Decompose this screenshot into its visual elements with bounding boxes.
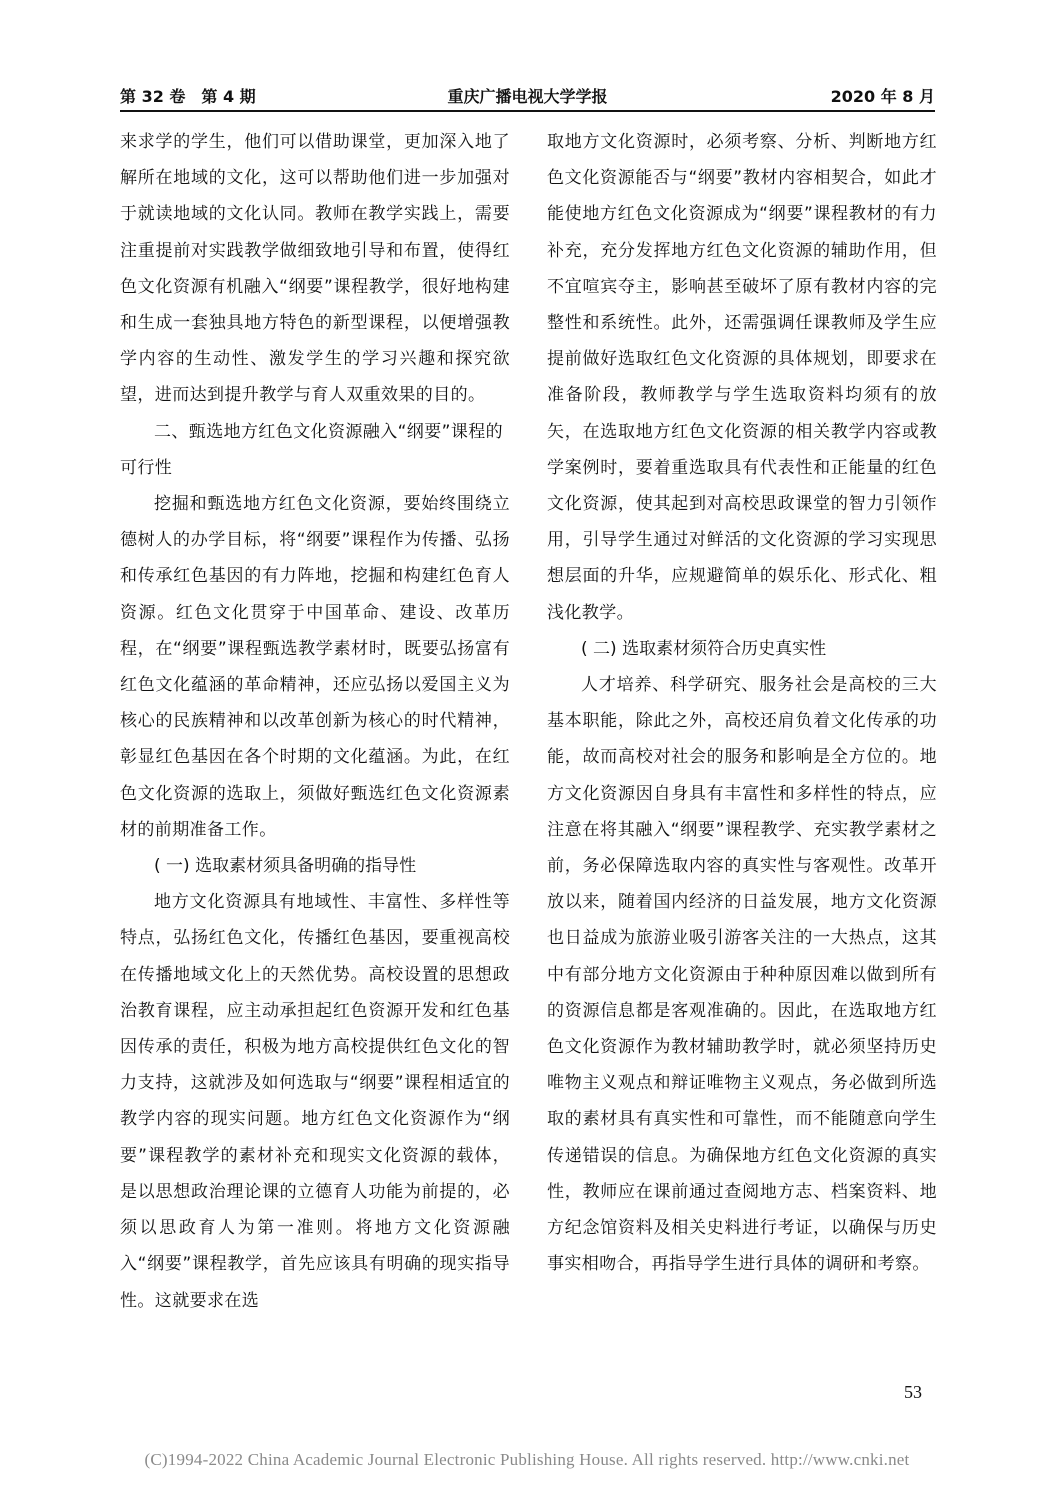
paragraph: 挖掘和甄选地方红色文化资源，要始终围绕立德树人的办学目标，将“纲要”课程作为传播、弘扬和传承红色基因的有力阵地，挖掘和构建红色育人资源。红色文化贯穿于中国革命、建设、改革历程，在“纲要”课程甄选教学素材时，既要弘扬富有红色文化蕴涵的革命精神，还应弘扬以爱国主义为核心的民族精神和以改革创新为核心的时代精神，彰显红色基因在各个时期的文化蕴涵。为此，在红色文化资源的选取上，须做好甄选红色文化资源素材的前期准备工作。 — [120, 494, 510, 840]
subsection-heading: ( 一) 选取素材须具备明确的指导性 — [154, 856, 417, 877]
copyright-footer: (C)1994-2022 China Academic Journal Electronic Publishing House. All rights reserved. http://www.cnki.net — [144, 1450, 910, 1469]
subsection-heading: ( 二) 选取素材须符合历史真实性 — [581, 638, 827, 659]
left-column — [120, 124, 510, 1319]
section-heading: 二、甄选地方红色文化资源融入“纲要”课程的可行性 — [120, 421, 504, 478]
journal-title: 重庆广播电视大学学报 — [447, 87, 608, 106]
page-number: 53 — [904, 1382, 922, 1402]
running-header — [120, 80, 935, 112]
paragraph: 来求学的学生，他们可以借助课堂，更加深入地了解所在地域的文化，这可以帮助他们进一步加强对于就读地域的文化认同。教师在教学实践上，需要注重提前对实践教学做细致地引导和布置，使得红色文化资源有机融入“纲要”课程教学，很好地构建和生成一套独具地方特色的新型课程，以便增强教学内容的生动性、激发学生的学习兴趣和探究欲望，进而达到提升教学与育人双重效果的目的。 — [120, 132, 510, 406]
paragraph: 人才培养、科学研究、服务社会是高校的三大基本职能，除此之外，高校还肩负着文化传承的功能，故而高校对社会的服务和影响是全方位的。地方文化资源因自身具有丰富性和多样性的特点，应注意在将其融入“纲要”课程教学、充实教学素材之前，务必保障选取内容的真实性与客观性。改革开放以来，随着国内经济的日益发展，地方文化资源也日益成为旅游业吸引游客关注的一大热点，这其中有部分地方文化资源由于种种原因难以做到所有的资源信息都是客观准确的。因此，在选取地方红色文化资源作为教材辅助教学时，就必须坚持历史唯物主义观点和辩证唯物主义观点，务必做到所选取的素材具有真实性和可靠性，而不能随意向学生传递错误的信息。为确保地方红色文化资源的真实性，教师应在课前通过查阅地方志、档案资料、地方纪念馆资料及相关史料进行考证，以确保与历史事实相吻合，再指导学生进行具体的调研和考察。 — [547, 675, 937, 1275]
paragraph: 取地方文化资源时，必须考察、分析、判断地方红色文化资源能否与“纲要”教材内容相契合，如此才能使地方红色文化资源成为“纲要”课程教材的有力补充，充分发挥地方红色文化资源的辅助作用，但不宜喧宾夺主，影响甚至破坏了原有教材内容的完整性和系统性。此外，还需强调任课教师及学生应提前做好选取红色文化资源的具体规划，即要求在准备阶段，教师教学与学生选取资料均须有的放矢，在选取地方红色文化资源的相关教学内容或教学案例时，要着重选取具有代表性和正能量的红色文化资源，使其起到对高校思政课堂的智力引领作用，引导学生通过对鲜活的文化资源的学习实现思想层面的升华，应规避简单的娱乐化、形式化、粗浅化教学。 — [547, 132, 937, 623]
right-column — [547, 124, 937, 1283]
volume-issue: 第 32 卷 第 4 期 — [120, 87, 256, 106]
paragraph: 地方文化资源具有地域性、丰富性、多样性等特点，弘扬红色文化，传播红色基因，要重视高校在传播地域文化上的天然优势。高校设置的思想政治教育课程，应主动承担起红色资源开发和红色基因传承的责任，积极为地方高校提供红色文化的智力支持，这就涉及如何选取与“纲要”课程相适宜的教学内容的现实问题。地方红色文化资源作为“纲要”课程教学的素材补充和现实文化资源的载体，是以思想政治理论课的立德育人功能为前提的，必须以思政育人为第一准则。将地方文化资源融入“纲要”课程教学，首先应该具有明确的现实指导性。这就要求在选 — [120, 892, 510, 1311]
issue-date: 2020 年 8 月 — [830, 87, 935, 106]
